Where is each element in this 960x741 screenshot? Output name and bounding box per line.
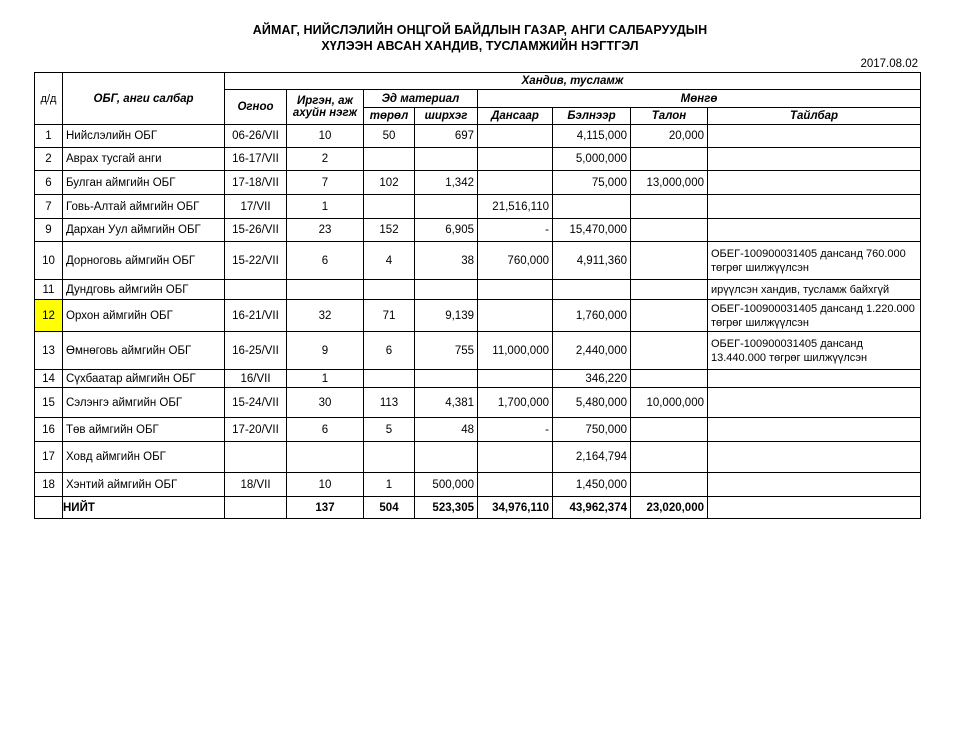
cell-units: 6	[287, 418, 364, 442]
cell-coupon: 20,000	[631, 125, 708, 148]
document-date: 2017.08.02	[860, 58, 918, 70]
cell-cash: 75,000	[553, 171, 631, 195]
cell-coupon	[631, 219, 708, 242]
cell-remark	[708, 442, 921, 473]
header-coupon: Талон	[631, 108, 708, 125]
cell-date	[225, 280, 287, 300]
cell-units: 10	[287, 473, 364, 497]
cell-coupon	[631, 195, 708, 219]
cell-date: 15-26/VII	[225, 219, 287, 242]
cell-remark: ОБЕГ-100900031405 дансанд 760.000 төгрөг шилжүүлсэн	[708, 242, 921, 280]
cell-cash: 2,440,000	[553, 332, 631, 370]
cell-coupon	[631, 242, 708, 280]
header-account: Дансаар	[478, 108, 553, 125]
cell-org: Нийслэлийн ОБГ	[63, 125, 225, 148]
cell-units: 23	[287, 219, 364, 242]
cell-pieces: 500,000	[415, 473, 478, 497]
cell-num: 10	[35, 242, 63, 280]
cell-org: Төв аймгийн ОБГ	[63, 418, 225, 442]
cell-type: 113	[364, 388, 415, 418]
cell-date	[225, 442, 287, 473]
cell-num: 16	[35, 418, 63, 442]
total-label: НИЙТ	[63, 497, 225, 519]
cell-account	[478, 442, 553, 473]
cell-pieces: 4,381	[415, 388, 478, 418]
cell-pieces	[415, 442, 478, 473]
cell-account	[478, 473, 553, 497]
cell-date: 17/VII	[225, 195, 287, 219]
cell-type	[364, 442, 415, 473]
cell-date: 15-22/VII	[225, 242, 287, 280]
cell-coupon	[631, 280, 708, 300]
cell-coupon	[631, 332, 708, 370]
cell-date: 17-18/VII	[225, 171, 287, 195]
cell-num: 14	[35, 370, 63, 388]
cell-account: 11,000,000	[478, 332, 553, 370]
cell-units	[287, 442, 364, 473]
total-coupon: 23,020,000	[631, 497, 708, 519]
header-type: төрөл	[364, 108, 415, 125]
cell-coupon	[631, 300, 708, 332]
table-row	[35, 442, 921, 473]
cell-units: 6	[287, 242, 364, 280]
cell-units: 1	[287, 370, 364, 388]
cell-org: Дорноговь аймгийн ОБГ	[63, 242, 225, 280]
cell-num: 6	[35, 171, 63, 195]
cell-pieces	[415, 195, 478, 219]
cell-coupon: 10,000,000	[631, 388, 708, 418]
cell-num: 7	[35, 195, 63, 219]
cell-account: -	[478, 418, 553, 442]
cell-units: 10	[287, 125, 364, 148]
header-livestock: Иргэн, аж ахуйн нэгж	[287, 90, 364, 125]
total-num-cell	[35, 497, 63, 519]
cell-num: 11	[35, 280, 63, 300]
cell-type: 71	[364, 300, 415, 332]
cell-coupon	[631, 148, 708, 171]
cell-org: Сэлэнгэ аймгийн ОБГ	[63, 388, 225, 418]
cell-type: 5	[364, 418, 415, 442]
cell-num: 2	[35, 148, 63, 171]
header-num: д/д	[35, 73, 63, 125]
cell-org: Говь-Алтай аймгийн ОБГ	[63, 195, 225, 219]
cell-remark	[708, 148, 921, 171]
cell-cash: 4,115,000	[553, 125, 631, 148]
cell-remark	[708, 418, 921, 442]
table-row	[35, 148, 921, 171]
table-row	[35, 473, 921, 497]
table-row	[35, 171, 921, 195]
table-row	[35, 388, 921, 418]
table-row	[35, 280, 921, 300]
cell-pieces: 48	[415, 418, 478, 442]
cell-pieces: 1,342	[415, 171, 478, 195]
cell-remark	[708, 388, 921, 418]
table-row	[35, 300, 921, 332]
cell-remark: ирүүлсэн хандив, тусламж байхгүй	[708, 280, 921, 300]
cell-org: Булган аймгийн ОБГ	[63, 171, 225, 195]
cell-num: 12	[35, 300, 63, 332]
cell-cash: 5,000,000	[553, 148, 631, 171]
cell-type	[364, 280, 415, 300]
cell-cash: 15,470,000	[553, 219, 631, 242]
cell-account	[478, 171, 553, 195]
table-body	[35, 125, 921, 497]
cell-num: 1	[35, 125, 63, 148]
cell-remark	[708, 370, 921, 388]
cell-pieces	[415, 148, 478, 171]
cell-date: 17-20/VII	[225, 418, 287, 442]
cell-type: 6	[364, 332, 415, 370]
cell-org: Аврах тусгай анги	[63, 148, 225, 171]
cell-type: 152	[364, 219, 415, 242]
cell-type: 1	[364, 473, 415, 497]
cell-units	[287, 280, 364, 300]
cell-num: 13	[35, 332, 63, 370]
cell-pieces: 38	[415, 242, 478, 280]
total-date-cell	[225, 497, 287, 519]
cell-remark	[708, 125, 921, 148]
cell-org: Сүхбаатар аймгийн ОБГ	[63, 370, 225, 388]
header-date: Огноо	[225, 90, 287, 125]
table-row	[35, 219, 921, 242]
cell-org: Дундговь аймгийн ОБГ	[63, 280, 225, 300]
header-org: ОБГ, анги салбар	[63, 73, 225, 125]
total-row	[35, 497, 921, 519]
cell-remark: ОБЕГ-100900031405 дансанд 1.220.000 төгрөг шилжүүлсэн	[708, 300, 921, 332]
cell-cash: 4,911,360	[553, 242, 631, 280]
cell-org: Орхон аймгийн ОБГ	[63, 300, 225, 332]
cell-org: Дархан Уул аймгийн ОБГ	[63, 219, 225, 242]
cell-date: 06-26/VII	[225, 125, 287, 148]
cell-remark: ОБЕГ-100900031405 дансанд 13.440.000 төгрөг шилжүүлсэн	[708, 332, 921, 370]
cell-date: 16-21/VII	[225, 300, 287, 332]
cell-remark	[708, 195, 921, 219]
cell-coupon	[631, 473, 708, 497]
cell-date: 15-24/VII	[225, 388, 287, 418]
cell-account: 1,700,000	[478, 388, 553, 418]
cell-date: 16/VII	[225, 370, 287, 388]
document-title-line-2: ХҮЛЭЭН АВСАН ХАНДИВ, ТУСЛАМЖИЙН НЭГТГЭЛ	[321, 39, 639, 53]
cell-units: 9	[287, 332, 364, 370]
cell-account	[478, 370, 553, 388]
cell-coupon	[631, 418, 708, 442]
cell-num: 17	[35, 442, 63, 473]
cell-org: Өмнөговь аймгийн ОБГ	[63, 332, 225, 370]
cell-date: 18/VII	[225, 473, 287, 497]
total-remark-cell	[708, 497, 921, 519]
cell-pieces: 697	[415, 125, 478, 148]
cell-date: 16-17/VII	[225, 148, 287, 171]
table-row	[35, 418, 921, 442]
cell-pieces: 6,905	[415, 219, 478, 242]
cell-account	[478, 300, 553, 332]
cell-account: 21,516,110	[478, 195, 553, 219]
table-row	[35, 370, 921, 388]
cell-account	[478, 125, 553, 148]
cell-remark	[708, 171, 921, 195]
cell-num: 15	[35, 388, 63, 418]
cell-units: 2	[287, 148, 364, 171]
cell-remark	[708, 473, 921, 497]
table-row	[35, 195, 921, 219]
cell-coupon: 13,000,000	[631, 171, 708, 195]
cell-coupon	[631, 370, 708, 388]
cell-pieces	[415, 370, 478, 388]
header-cash: Бэлнээр	[553, 108, 631, 125]
cell-type: 4	[364, 242, 415, 280]
header-remark: Тайлбар	[708, 108, 921, 125]
cell-cash: 346,220	[553, 370, 631, 388]
total-pieces: 523,305	[415, 497, 478, 519]
cell-type: 102	[364, 171, 415, 195]
cell-cash: 750,000	[553, 418, 631, 442]
table-row	[35, 332, 921, 370]
total-account: 34,976,110	[478, 497, 553, 519]
table-row	[35, 242, 921, 280]
total-units: 137	[287, 497, 364, 519]
cell-type: 50	[364, 125, 415, 148]
document-title-line-1: АЙМАГ, НИЙСЛЭЛИЙН ОНЦГОЙ БАЙДЛЫН ГАЗАР, АНГИ САЛБАРУУДЫН	[252, 23, 708, 37]
cell-num: 18	[35, 473, 63, 497]
cell-num: 9	[35, 219, 63, 242]
cell-cash: 2,164,794	[553, 442, 631, 473]
cell-account: 760,000	[478, 242, 553, 280]
cell-units: 32	[287, 300, 364, 332]
table-row	[35, 125, 921, 148]
cell-units: 30	[287, 388, 364, 418]
cell-units: 7	[287, 171, 364, 195]
header-material: Эд материал	[364, 90, 478, 108]
cell-cash	[553, 280, 631, 300]
cell-cash: 1,450,000	[553, 473, 631, 497]
cell-coupon	[631, 442, 708, 473]
cell-type	[364, 370, 415, 388]
cell-org: Хэнтий аймгийн ОБГ	[63, 473, 225, 497]
header-pieces: ширхэг	[415, 108, 478, 125]
cell-cash: 5,480,000	[553, 388, 631, 418]
cell-account	[478, 148, 553, 171]
cell-type	[364, 195, 415, 219]
cell-type	[364, 148, 415, 171]
cell-account: -	[478, 219, 553, 242]
cell-pieces: 755	[415, 332, 478, 370]
cell-date: 16-25/VII	[225, 332, 287, 370]
total-type: 504	[364, 497, 415, 519]
cell-cash	[553, 195, 631, 219]
cell-units: 1	[287, 195, 364, 219]
cell-pieces: 9,139	[415, 300, 478, 332]
header-money: Мөнгө	[478, 90, 921, 108]
total-cash: 43,962,374	[553, 497, 631, 519]
cell-account	[478, 280, 553, 300]
cell-pieces	[415, 280, 478, 300]
donation-table	[34, 72, 921, 519]
cell-org: Ховд аймгийн ОБГ	[63, 442, 225, 473]
cell-remark	[708, 219, 921, 242]
cell-cash: 1,760,000	[553, 300, 631, 332]
header-donation: Хандив, тусламж	[225, 73, 921, 90]
